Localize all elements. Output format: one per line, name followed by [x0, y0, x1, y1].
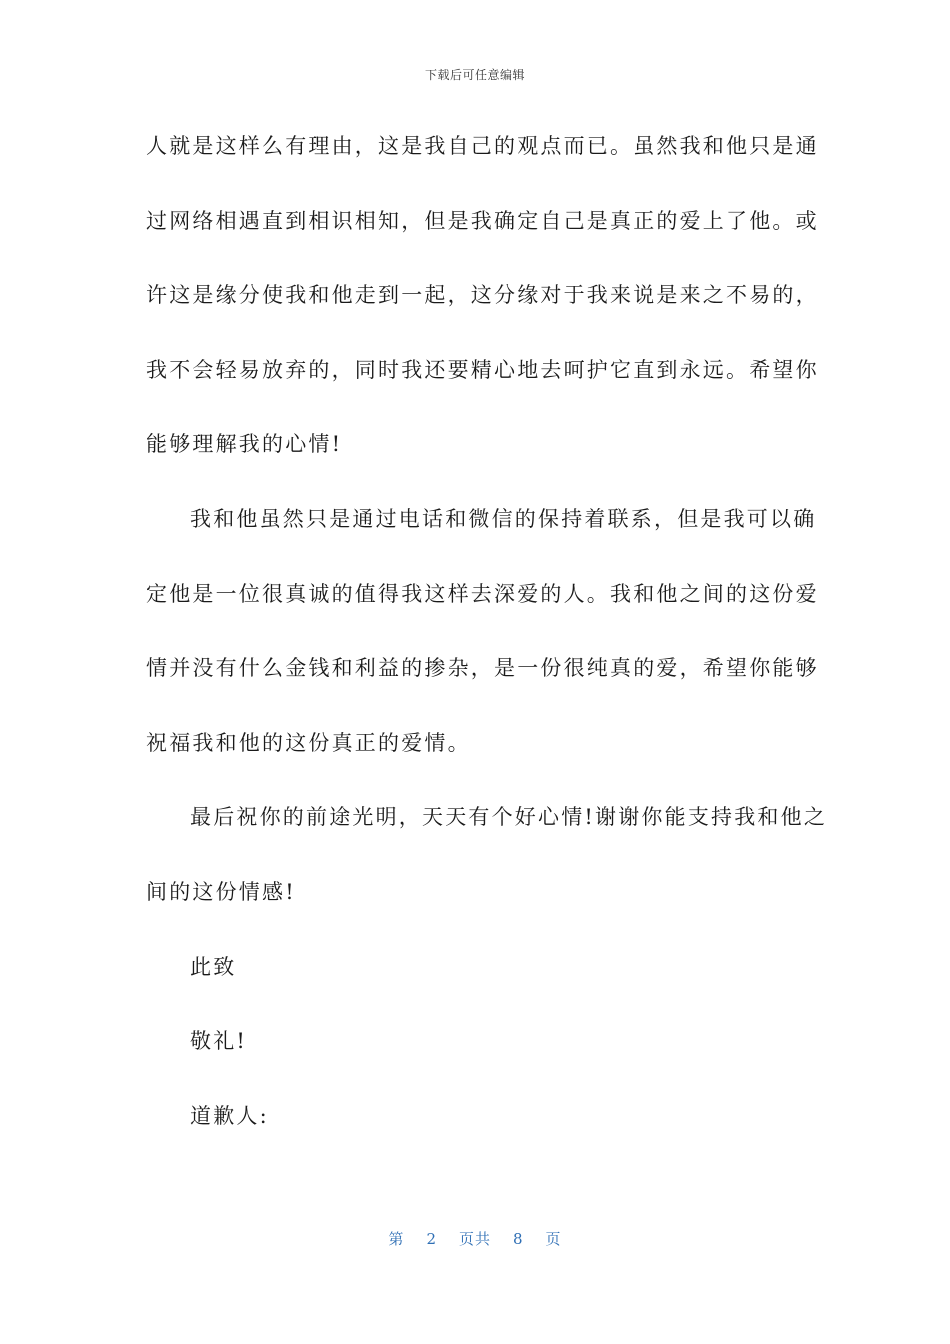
body-line-2: 过网络相遇直到相识相知，但是我确定自己是真正的爱上了他。或	[146, 208, 819, 233]
body-line-4: 我不会轻易放弃的，同时我还要精心地去呵护它直到永远。希望你	[146, 357, 819, 382]
body-line-5: 能够理解我的心情!	[146, 432, 343, 457]
closing-regards: 敬礼!	[190, 1029, 248, 1054]
page-prefix: 第	[388, 1230, 405, 1248]
signature-label: 道歉人:	[190, 1103, 269, 1128]
body-line-9: 祝福我和他的这份真正的爱情。	[146, 730, 471, 755]
body-line-10: 最后祝你的前途光明，天天有个好心情!谢谢你能支持我和他之	[190, 805, 828, 830]
body-line-8: 情并没有什么金钱和利益的掺杂，是一份很纯真的爱，希望你能够	[146, 656, 819, 681]
body-line-6: 我和他虽然只是通过电话和微信的保持着联系，但是我可以确	[190, 506, 817, 531]
current-page-number: 2	[426, 1230, 437, 1248]
page-mid: 页共	[458, 1230, 491, 1248]
page-header-note: 下载后可任意编辑	[424, 68, 525, 82]
total-pages-number: 8	[513, 1230, 524, 1248]
closing-salutation: 此致	[190, 954, 237, 979]
body-line-7: 定他是一位很真诚的值得我这样去深爱的人。我和他之间的这份爱	[146, 581, 819, 606]
document-body	[146, 120, 828, 1164]
page-suffix: 页	[545, 1230, 562, 1248]
body-line-3: 许这是缘分使我和他走到一起，这分缘对于我来说是来之不易的，	[146, 283, 819, 308]
page-number-footer	[0, 1228, 950, 1249]
body-line-11: 间的这份情感!	[146, 879, 296, 904]
body-line-1: 人就是这样么有理由，这是我自己的观点而已。虽然我和他只是通	[146, 134, 819, 158]
